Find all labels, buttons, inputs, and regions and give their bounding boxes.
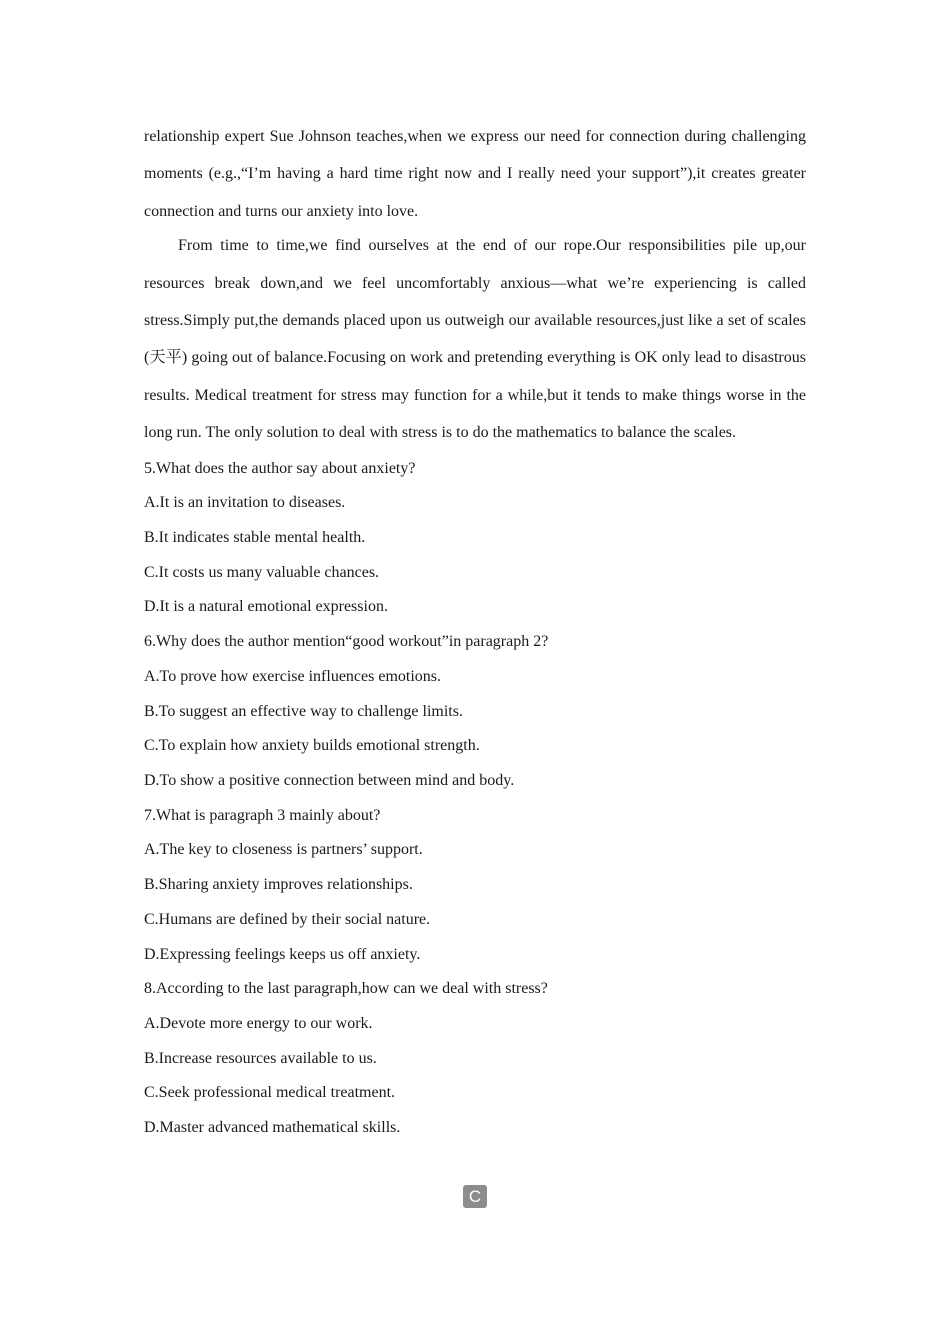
answer-option: C.Seek professional medical treatment. xyxy=(144,1084,396,1102)
answer-option: B.To suggest an effective way to challenge limits. xyxy=(144,702,463,720)
question-block xyxy=(144,799,806,973)
answer-option: C.It costs us many valuable chances. xyxy=(144,563,380,581)
page-marker-badge: C xyxy=(463,1185,487,1208)
answer-option: B.It indicates stable mental health. xyxy=(144,529,366,547)
document-page xyxy=(144,118,806,1146)
answer-option: D.Expressing feelings keeps us off anxiety. xyxy=(144,945,421,963)
question-block xyxy=(144,625,806,799)
question-stem: 7.What is paragraph 3 mainly about? xyxy=(144,806,381,824)
answer-option: D.It is a natural emotional expression. xyxy=(144,598,388,616)
question-block xyxy=(144,452,806,626)
question-stem: 5.What does the author say about anxiety? xyxy=(144,459,416,477)
answer-option: D.Master advanced mathematical skills. xyxy=(144,1119,401,1137)
question-stem: 8.According to the last paragraph,how can we deal with stress? xyxy=(144,980,548,998)
answer-option: C.To explain how anxiety builds emotional strength. xyxy=(144,737,480,755)
answer-option: D.To show a positive connection between mind and body. xyxy=(144,771,515,789)
answer-option: C.Humans are defined by their social nature. xyxy=(144,910,431,928)
question-stem: 6.Why does the author mention“good workout”in paragraph 2? xyxy=(144,633,549,651)
answer-option: A.The key to closeness is partners’ support. xyxy=(144,841,423,859)
answer-option: B.Sharing anxiety improves relationships. xyxy=(144,876,413,894)
answer-option: B.Increase resources available to us. xyxy=(144,1049,377,1067)
answer-option: A.It is an invitation to diseases. xyxy=(144,494,346,512)
answer-option: A.Devote more energy to our work. xyxy=(144,1014,373,1032)
answer-option: A.To prove how exercise influences emotions. xyxy=(144,667,442,685)
passage-paragraph: relationship expert Sue Johnson teaches,when we express our need for connection during challenging moments (e.g.,“I’m having a hard time right now and I really need your support”),it creates greater connection and turns our anxiety into love. xyxy=(144,128,806,220)
question-block xyxy=(144,972,806,1146)
passage-paragraph: From time to time,we find ourselves at the end of our rope.Our responsibilities pile up,our resources break down,and we feel uncomfortably anxious—what we’re experiencing is called stress.Simply put,the demands placed upon us outweigh our available resources,just like a set of scales (天平) going out of balance.Focusing on work and pretending everything is OK only lead to disastrous results. Medical treatment for stress may function for a while,but it tends to make things worse in the long run. The only solution to deal with stress is to do the mathematics to balance the scales. xyxy=(144,237,806,442)
